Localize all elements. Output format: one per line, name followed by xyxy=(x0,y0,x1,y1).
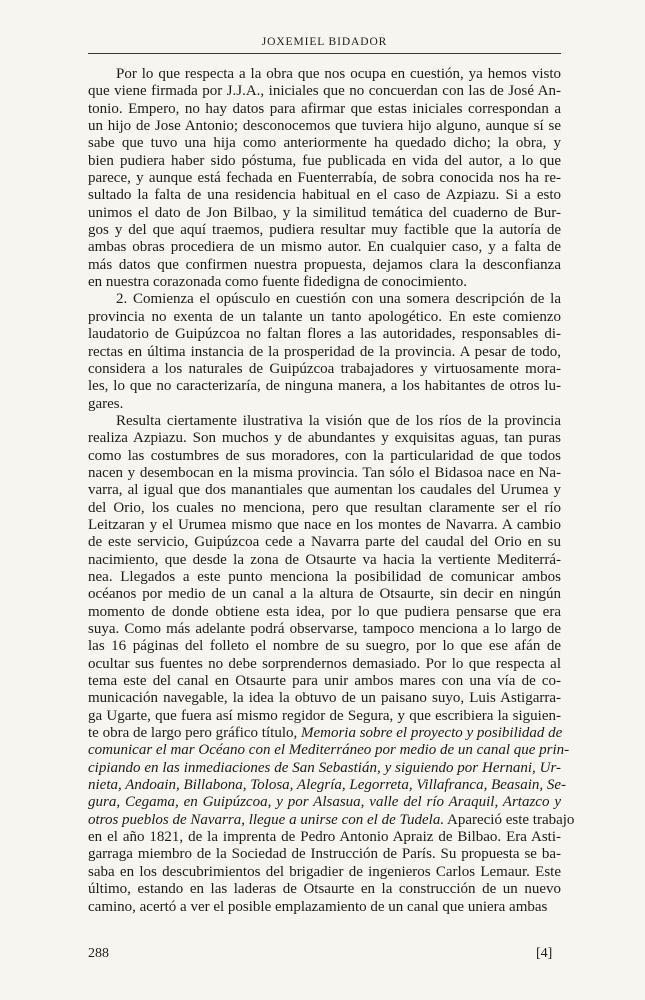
paragraph xyxy=(88,412,575,916)
text-line: garraga miembro de la Sociedad de Instrucción de París. Su propuesta se ba- xyxy=(88,846,561,863)
text-line: Por lo que respecta a la obra que nos ocupa en cuestión, ya hemos visto xyxy=(116,66,561,82)
text-line: municación navegable, la idea la obtuvo de un paisano suyo, Luis Astigarra- xyxy=(88,690,561,707)
text-line: les, lo que no caracterizaría, de ninguna manera, a los habitantes de otros lu- xyxy=(88,378,561,395)
text-line: saba en los descubrimientos del brigadier de ingenieros Carlos Lemaur. Este xyxy=(88,863,561,880)
text-line: varra, al igual que dos manantiales que aumentan los caudales del Urumea y xyxy=(88,482,561,499)
text-line: tonio. Empero, no hay datos para afirmar que estas iniciales correspondan a xyxy=(88,100,561,117)
text-line: gos y del que aquí traemos, pudiera resultar muy factible que la autoría de xyxy=(88,222,561,239)
paragraph xyxy=(88,66,561,291)
text-line: océanos por medio de un canal a la altura de Otsaurte, sin decir en ningún xyxy=(88,586,561,603)
text-line: de este servicio, Guipúzcoa cede a Navarra parte del caudal del Orio en su xyxy=(88,534,561,551)
header-rule xyxy=(88,53,561,54)
text-line: unimos el dato de Jon Bilbao, y la similitud temática del cuaderno de Bur- xyxy=(88,204,561,221)
text-line: bien pudiera haber sido póstuma, fue publicada en vida del autor, a lo que xyxy=(88,152,561,169)
paragraph xyxy=(88,291,561,412)
text-line: que viene firmada por J.J.A., iniciales que no concuerdan con las de José An- xyxy=(88,83,561,100)
text-line: en nuestra corazonada como fuente fidedigna de conocimiento. xyxy=(88,274,468,291)
text-line: otros pueblos de Navarra, llegue a unirse con el de Tudela. Apareció este trabajo xyxy=(88,811,575,828)
text-line: Resulta ciertamente ilustrativa la visión que de los ríos de la provincia xyxy=(116,412,561,429)
text-line: Leitzaran y el Urumea mismo que nace en los montes de Navarra. A cambio xyxy=(88,516,561,533)
text-line: suya. Como más adelante podrá observarse, tampoco menciona a lo largo de xyxy=(88,621,561,637)
text-line: nacimiento, que desde la zona de Otsaurte va hacia la vertiente Mediterrá- xyxy=(88,551,561,568)
text-line: 2. Comienza el opúsculo en cuestión con una somera descripción de la xyxy=(116,291,561,308)
text-line: realiza Azpiazu. Son muchos y de abundantes y exquisitas aguas, tan puras xyxy=(88,430,561,447)
text-line: nieta, Andoain, Billabona, Tolosa, Alegría, Legorreta, Villafranca, Beasain, Se- xyxy=(88,777,567,794)
text-line: momento de donde obtiene esta idea, por lo que pudiera pensarse que era xyxy=(88,603,561,620)
text-line: laudatorio de Guipúzcoa no faltan flores a las autoridades, responsables di- xyxy=(88,326,561,343)
text-line: las 16 páginas del folleto el nombre de su suegro, por lo que ese afán de xyxy=(88,638,561,655)
text-line: gura, Cegama, en Guipúzcoa, y por Alsasua, valle del río Araquil, Artazco y xyxy=(88,794,561,811)
text-line: camino, acertó a ver el posible emplazamiento de un canal que uniera ambas xyxy=(88,898,548,915)
text-line: ambas obras procediera de un mismo autor. En cualquier caso, y a falta de xyxy=(88,239,561,256)
text-line: nea. Llegados a este punto menciona la posibilidad de comunicar ambos xyxy=(88,568,561,585)
page-number: 288 xyxy=(88,946,109,961)
text-line: cipiando en las inmediaciones de San Sebastián, y siguiendo por Hernani, Ur- xyxy=(88,759,561,776)
text-line: como las costumbres de sus moradores, con la particularidad de que todos xyxy=(88,447,561,464)
text-line: más datos que confirmen nuestra propuesta, dejamos clara la desconfianza xyxy=(88,256,561,273)
text-line: tema este del canal en Otsaurte para unir ambos mares con una vía de co- xyxy=(88,673,561,690)
text-line: provincia no exenta de un talante un tanto apologético. En este comienzo xyxy=(88,308,561,325)
text-line: nacen y desembocan en la misma provincia. Tan sólo el Bidasoa nace en Na- xyxy=(88,464,561,481)
running-header: JOXEMIEL BIDADOR xyxy=(261,36,388,48)
text-line: sultado la falta de una residencia habitual en el caso de Azpiazu. Si a esto xyxy=(88,187,561,204)
text-line: sabe que tuvo una hija como anteriormente ha quedado dicho; la obra, y xyxy=(88,135,561,152)
text-line: te obra de largo pero gráfico título, Memoria sobre el proyecto y posibilidad de xyxy=(88,725,563,742)
text-line: considera a los naturales de Guipúzcoa trabajadores y virtuosamente mora- xyxy=(88,360,561,377)
text-line: ocultar sus fuentes no debe sorprendernos demasiado. Por lo que respecta al xyxy=(88,655,561,672)
text-line: del Orio, los cuales no menciona, pero que resultan claramente ser el río xyxy=(88,499,561,516)
section-marker: [4] xyxy=(536,946,553,961)
text-line: parece, y aunque está fechada en Fuenterrabía, de sobra conocida nos ha re- xyxy=(88,170,561,187)
text-line: un hijo de Jose Antonio; desconocemos que tuviera hijo alguno, aunque sí se xyxy=(88,118,561,135)
text-line: ga Ugarte, que fuera así mismo regidor de Segura, y que escribiera la siguien- xyxy=(88,707,561,724)
text-line: comunicar el mar Océano con el Mediterráneo por medio de un canal que prin- xyxy=(88,742,570,759)
text-line: último, estando en las laderas de Otsaurte en la construcción de un nuevo xyxy=(88,881,561,898)
text-line: rectas en última instancia de la prosperidad de la provincia. A pesar de todo, xyxy=(88,343,561,360)
text-line: en el año 1821, de la imprenta de Pedro Antonio Apraiz de Bilbao. Era Asti- xyxy=(88,829,561,846)
text-line: gares. xyxy=(88,395,124,412)
body-text xyxy=(88,66,575,916)
